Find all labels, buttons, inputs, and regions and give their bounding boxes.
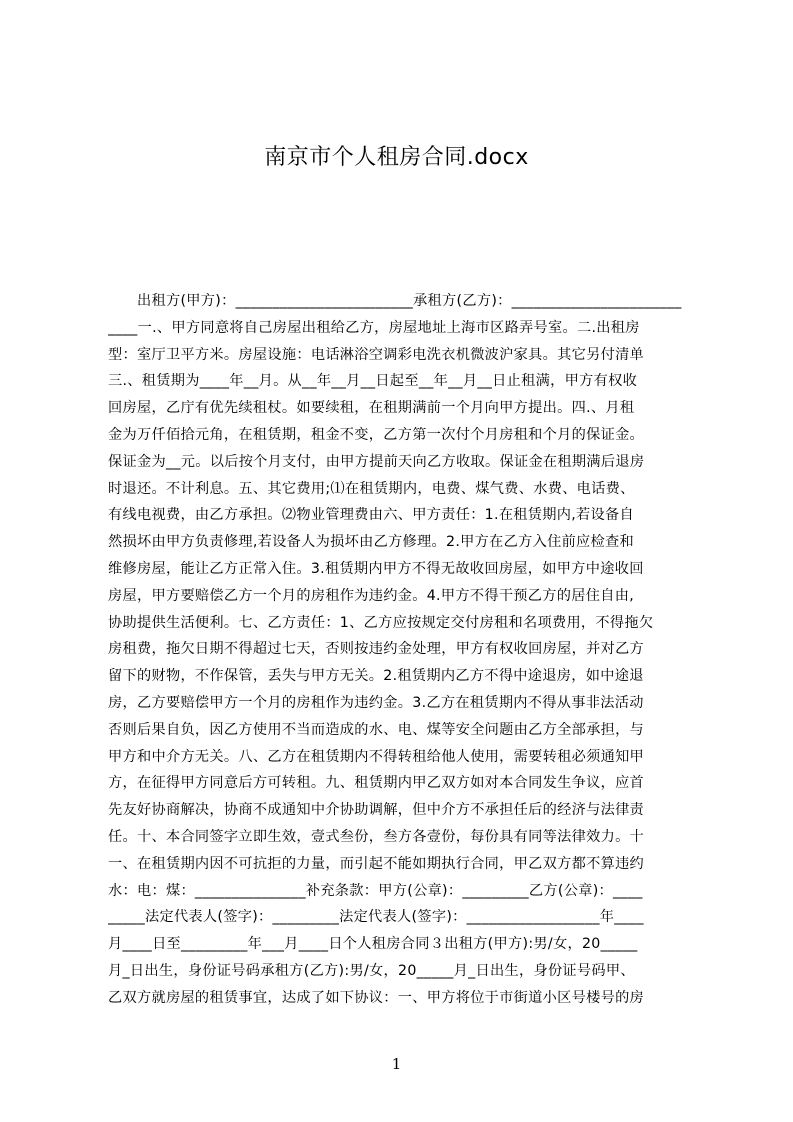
body-line: 先友好协商解决，协商不成通知中介协助调解，但中介方不承担任后的经济与法律责 [108,802,645,819]
body-line: _____法定代表人(签字)：_________法定代表人(签字)：__________________年____ [108,909,644,926]
body-line: 月____日至_________年___月____日个人租房合同３出租方(甲方):男/女，20_____ [108,936,638,953]
document-title: 南京市个人租房合同.docx [264,145,529,170]
body-line: 型：室厅卫平方米。房屋设施：电话淋浴空调彩电洗衣机微波沪家具。其它另付清单 [108,346,645,363]
body-line: 然损坏由甲方负责修理,若设备人为损坏由乙方修理。2.甲方在乙方入住前应检查和 [108,534,635,551]
body-line: 水：电：煤：_______________补充条款：甲方(公章)：_________乙方(公章)：____ [108,882,643,899]
body-line: 乙双方就房屋的租赁事宜，达成了如下协议：一、甲方将位于市街道小区号楼号的房 [108,989,645,1006]
body-line: 回房屋，乙庁有优先续租杖。如要续租，在租期满前一个月向甲方提出。四.、月租 [108,400,635,417]
body-line: 月_日出生，身份证号码承租方(乙方):男/女，20_____月_日出生，身份证号码甲、 [108,962,635,979]
body-line: 任。十、本合同签字立即生效，壹式叁份，叁方各壹份，每份具有同等法律效力。十 [108,828,645,845]
body-line: ____一.、甲方同意将自己房屋出租给乙方，房屋地址上海市区路弄号室。二.出租房 [108,319,640,336]
document-body [108,288,700,1012]
body-line: 留下的财物，不作保管，丢失与甲方无关。2.租赁期内乙方不得中途退房，如中途退 [108,668,644,685]
body-line: 房，乙方要赔偿甲方一个月的房租作为违约金。3.乙方在租赁期内不得从事非法活动 [108,694,644,711]
body-line: 协助提供生活便利。七、乙方责任：1、乙方应按规定交付房租和名项费用，不得拖欠 [108,614,654,631]
body-line: 保证金为__元。以后按个月支付，由甲方提前天向乙方收取。保证金在租期满后退房 [108,453,645,470]
body-line: 出租方(甲方)：________________________承租方(乙方)：_______________________ [137,293,682,309]
body-line: 方，在征得甲方同意后方可转租。九、租赁期内甲乙双方如对本合同发生争议，应首 [108,775,645,792]
page-number: 1 [391,1055,402,1073]
body-line: 有线电视费，由乙方承担。⑵物业管理费由六、甲方责任：1.在租赁期内,若设备自 [108,507,635,524]
body-line: 甲方和中介方无关。八、乙方在租赁期内不得转租给他人使用，需要转租必须通知甲 [108,748,645,765]
body-line: 一、在租赁期内因不可抗拒的力量，而引起不能如期执行合同，甲乙双方都不算违约 [108,855,645,872]
body-line: 房租费，拖欠日期不得超过七天，否则按违约金处理，甲方有权收回房屋，并对乙方 [108,641,645,658]
body-line: 三.、租赁期为____年__月。从__年__月__日起至__年__月__日止租满，甲方有权收 [108,373,638,390]
body-line: 否则后果自负，因乙方使用不当而造成的水、电、煤等安全问题由乙方全部承担，与 [108,721,645,738]
body-line: 房屋，甲方要赔偿乙方一个月的房租作为违约金。4.甲方不得干预乙方的居住自由, [108,587,635,604]
body-line: 维修房屋，能让乙方正常入住。3.租赁期内甲方不得无故收回房屋，如甲方中途收回 [108,560,644,577]
body-line: 金为万仟佰拾元角，在租赁期，租金不变，乙方第一次付个月房租和个月的保证金。 [108,426,645,443]
body-line: 时退还。不计利息。五、其它费用;⑴在租赁期内，电费、煤气费、水费、电话费、 [108,480,635,497]
